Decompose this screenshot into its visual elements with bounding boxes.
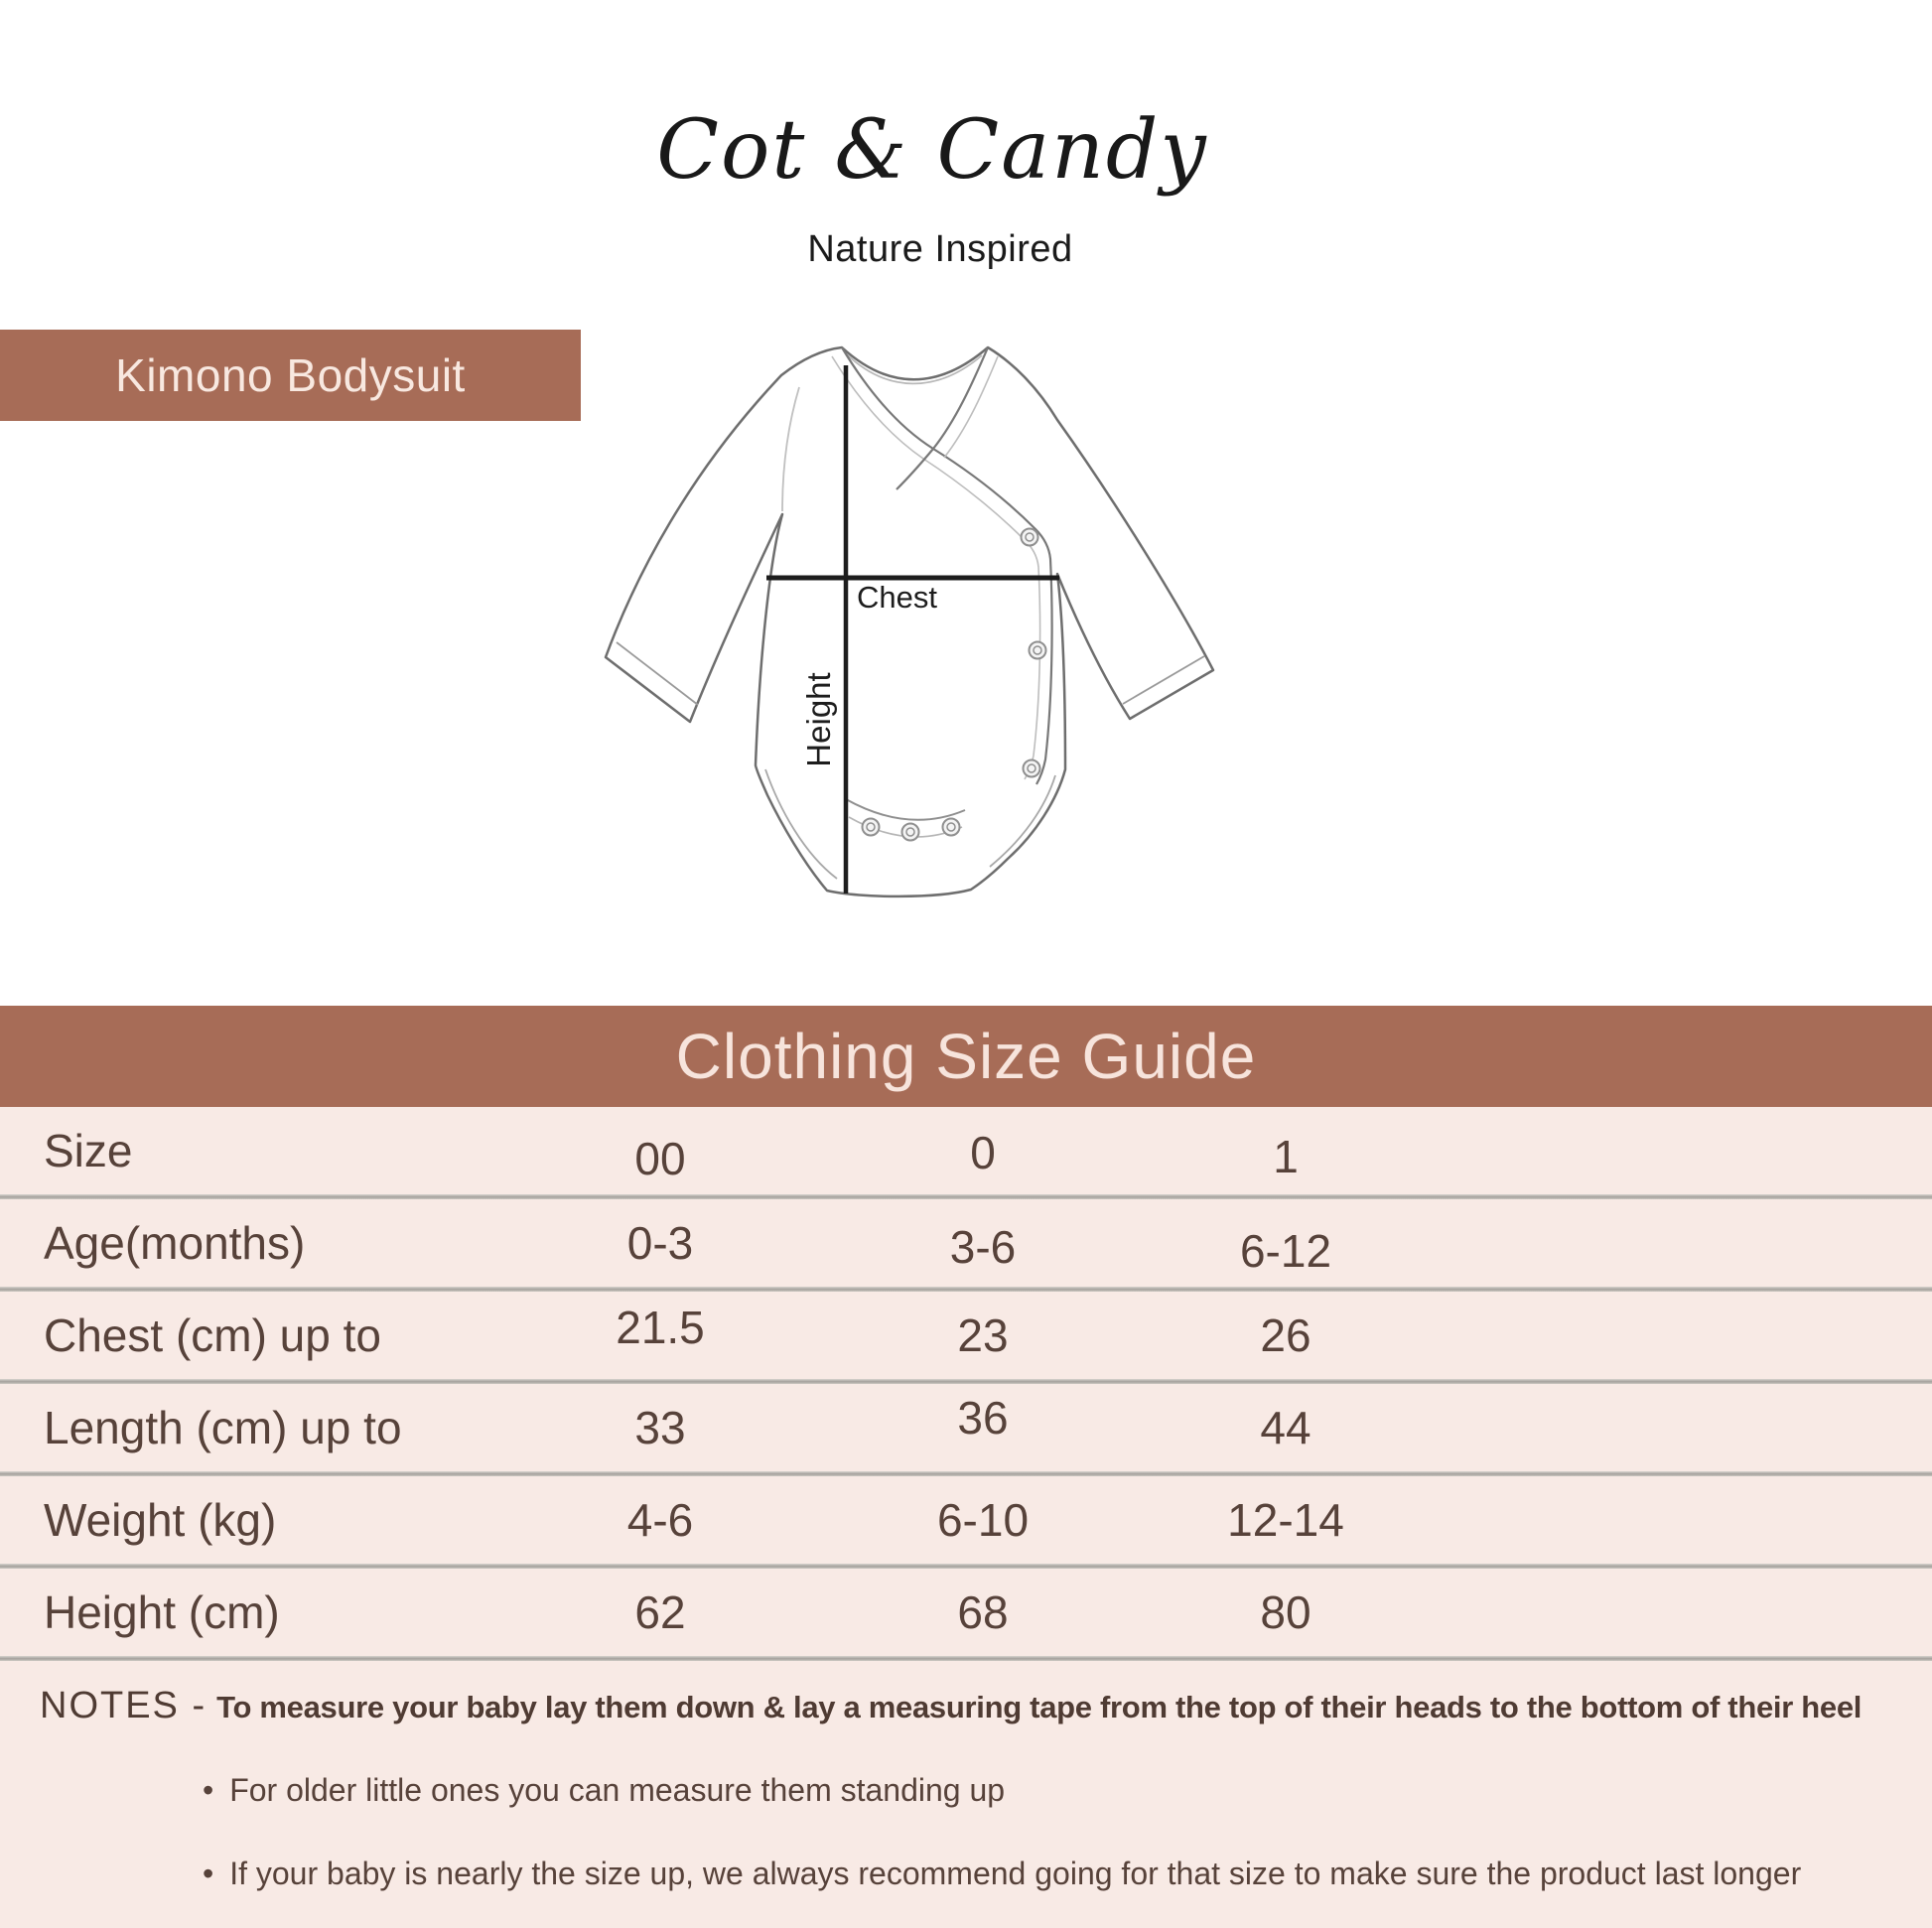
table-row-height [0, 1569, 1932, 1656]
size-value: 0-3 [626, 1217, 694, 1269]
row-label: Chest (cm) up to [44, 1309, 381, 1361]
product-label-banner [0, 330, 581, 421]
row-label: Weight (kg) [44, 1494, 277, 1546]
row-label: Height (cm) [44, 1586, 280, 1638]
notes-heading: NOTES - [40, 1685, 207, 1726]
row-label: Age(months) [44, 1217, 306, 1269]
brand-tagline: Nature Inspired [807, 228, 1073, 270]
size-guide-body [0, 1107, 1932, 1928]
size-value: 44 [1260, 1402, 1311, 1453]
table-row-size [0, 1107, 1932, 1194]
row-divider [0, 1656, 1932, 1661]
table-row-weight [0, 1476, 1932, 1564]
size-value: 26 [1260, 1309, 1311, 1361]
size-value: 36 [957, 1392, 1009, 1444]
notes-bullet: • If your baby is nearly the size up, we always recommend going for that size to make sure the product last longer [203, 1856, 1801, 1892]
size-value: 62 [634, 1586, 686, 1638]
table-row-chest [0, 1292, 1932, 1379]
size-value: 0 [970, 1127, 996, 1178]
bodysuit-diagram [591, 333, 1236, 928]
size-value: 4-6 [626, 1494, 694, 1546]
product-label-text: Kimono Bodysuit [115, 349, 466, 401]
row-label: Length (cm) up to [44, 1402, 402, 1453]
height-label: Height [800, 672, 837, 767]
notes-lead: To measure your baby lay them down & lay a measuring tape from the top of their heads to the bottom of their heel [216, 1690, 1863, 1724]
size-value: 6-12 [1239, 1225, 1332, 1277]
bodysuit-drawing [591, 333, 1236, 928]
size-value: 80 [1260, 1586, 1311, 1638]
size-value: 12-14 [1227, 1494, 1344, 1546]
size-guide-title: Clothing Size Guide [675, 1021, 1257, 1092]
size-value: 68 [957, 1586, 1009, 1638]
size-guide-title-bar [0, 1006, 1932, 1107]
notes-bullet: • For older little ones you can measure them standing up [203, 1772, 1005, 1809]
table-row-age [0, 1199, 1932, 1287]
size-value: 1 [1273, 1131, 1299, 1182]
size-value: 6-10 [936, 1494, 1030, 1546]
brand-logo: Cot & Candy [656, 103, 1208, 198]
size-value: 33 [634, 1402, 686, 1453]
chest-label: Chest [857, 580, 937, 615]
size-value: 00 [634, 1133, 686, 1184]
table-row-length [0, 1384, 1932, 1471]
notes-section [40, 1685, 1862, 1727]
size-value: 3-6 [949, 1221, 1017, 1273]
size-value: 23 [957, 1309, 1009, 1361]
row-label: Size [44, 1125, 133, 1176]
size-value: 21.5 [616, 1302, 705, 1353]
